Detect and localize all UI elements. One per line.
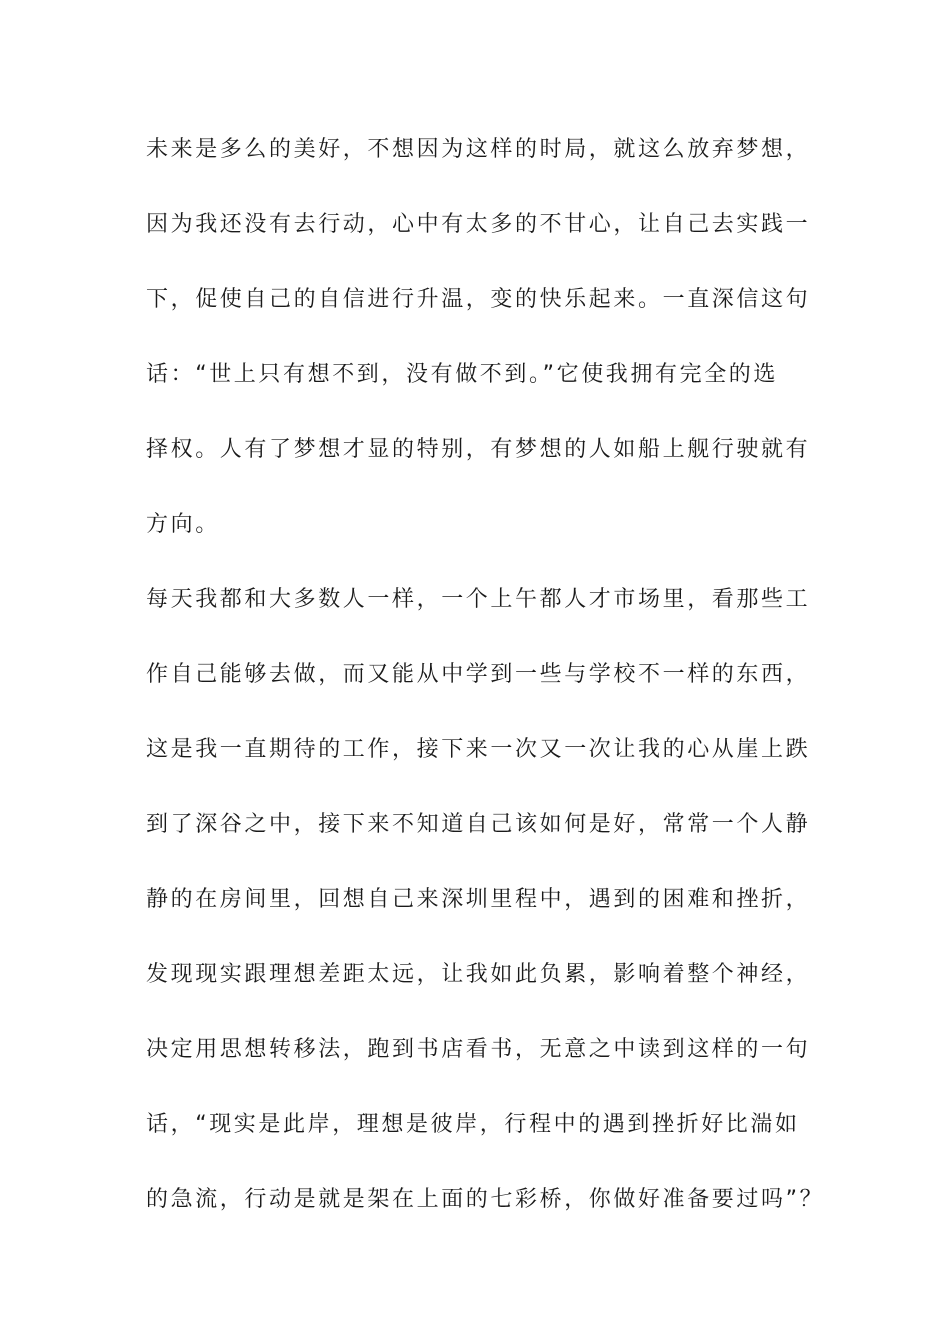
paragraph-1-line-5: 择权。人有了梦想才显的特别，有梦想的人如船上舰行驶就有 bbox=[146, 437, 811, 462]
paragraph-1-line-2: 因为我还没有去行动，心中有太多的不甘心，让自己去实践一 bbox=[146, 212, 811, 237]
paragraph-1-line-4: 话：“世上只有想不到，没有做不到。”它使我拥有完全的选 bbox=[146, 362, 778, 387]
paragraph-1-line-3: 下，促使自己的自信进行升温，变的快乐起来。一直深信这句 bbox=[146, 287, 811, 312]
paragraph-2-line-5: 静的在房间里，回想自己来深圳里程中，遇到的困难和挫折， bbox=[146, 887, 811, 912]
paragraph-2-line-3: 这是我一直期待的工作，接下来一次又一次让我的心从崖上跌 bbox=[146, 737, 811, 762]
paragraph-2-line-4: 到了深谷之中，接下来不知道自己该如何是好，常常一个人静 bbox=[146, 812, 811, 837]
paragraph-2-line-7: 决定用思想转移法，跑到书店看书，无意之中读到这样的一句 bbox=[146, 1037, 811, 1062]
paragraph-1-line-6: 方向。 bbox=[146, 512, 220, 537]
paragraph-2-line-9: 的急流，行动是就是架在上面的七彩桥，你做好准备要过吗”？ bbox=[146, 1187, 825, 1212]
paragraph-2-line-1: 每天我都和大多数人一样，一个上午都人才市场里，看那些工 bbox=[146, 587, 811, 612]
paragraph-2-line-8: 话，“现实是此岸，理想是彼岸，行程中的遇到挫折好比湍如 bbox=[146, 1112, 800, 1137]
paragraph-1-line-1: 未来是多么的美好，不想因为这样的时局，就这么放弃梦想， bbox=[146, 137, 811, 162]
paragraph-2-line-6: 发现现实跟理想差距太远，让我如此负累，影响着整个神经， bbox=[146, 962, 811, 987]
paragraph-2-line-2: 作自己能够去做，而又能从中学到一些与学校不一样的东西， bbox=[146, 662, 811, 687]
